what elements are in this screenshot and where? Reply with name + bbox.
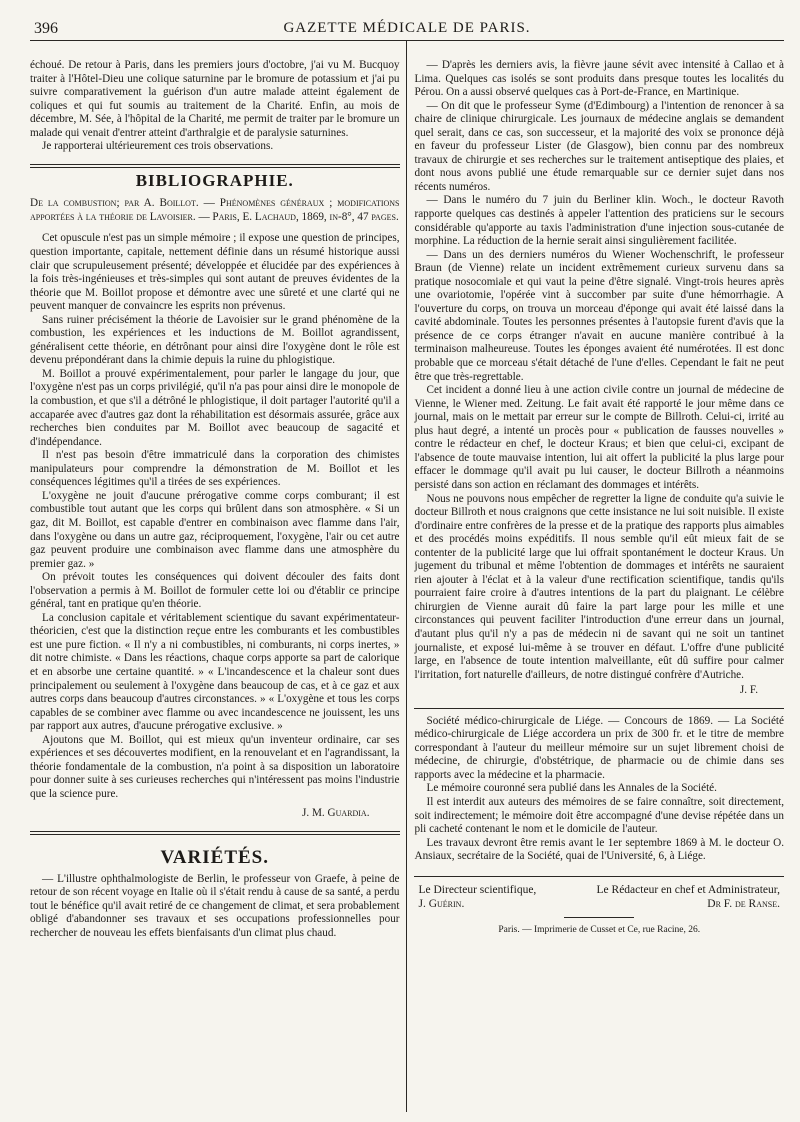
paragraph: Il est interdit aux auteurs des mémoires de se faire connaître, soit directement, soit indirectement; le mémoire doit être accompagné d'une devise répétée dans un pli cacheté contenant le nom et le domicile de l'auteur. — [414, 795, 784, 836]
editor-name: Dr F. de Ranse. — [707, 897, 780, 910]
paragraph: Cet opuscule n'est pas un simple mémoire ; il expose une question de principes, question importante, capitale, nettement définie dans un résumé historique aussi clair que scrupuleusement présenté; développée et élucidée par des expériences à la fois très-ingénieuses et très-simples qui sont autant de preuves évidentes de la théorie que M. Boillot propose et démontre avec une sûreté et une clarté qui ne peuvent manquer de convaincre les esprits non prévenus. — [30, 232, 400, 313]
section-divider — [414, 708, 784, 709]
paragraph: Je rapporterai ultérieurement ces trois observations. — [42, 140, 274, 153]
paragraph: Sans ruiner précisément la théorie de Lavoisier sur le grand phénomène de la combustion, les expériences et les inductions de M. Boillot agrandissent, généralisent cette théorie, en détrônant pour ainsi dire l'oxygène dont le rôle est devenu prépondérant dans la chimie depuis la ruine du phlogistique. — [30, 313, 400, 367]
paragraph: — On dit que le professeur Syme (d'Edimbourg) a l'intention de renoncer à sa chaire de clinique chirurgicale. Les journaux de médecine anglais se demandent quel serait, dans ce cas, son successeur, et la majorité des voix se prononce déjà en faveur du professeur Lister (de Glasgow), bien connu par des nombreux travaux de chirurgie et ses recherches sur le traitement antiseptique des plaies, et dont nous avons publié une étude remarquable sur ce dernier sujet dans nos récents numéros. — [414, 99, 784, 193]
journal-title: GAZETTE MÉDICALE DE PARIS. — [283, 20, 531, 36]
paragraph: Les travaux devront être remis avant le 1er septembre 1869 à M. le docteur O. Ansiaux, secrétaire de la Société, quai de l'Université, 6, à Liége. — [414, 836, 784, 863]
footer-rule — [564, 917, 634, 918]
paragraph: — Dans un des derniers numéros du Wiener Wochenschrift, le professeur Braun (de Vienne) relate un incident extrêmement curieux survenu dans sa pratique nosocomiale et qui vaut la peine d'être signalé. Vingt-trois heures après une ovariotomie, l'opérée vint à succomber par suite d'une hémorrhagie. A l'ouverture du corps, on trouva un morceau d'éponge qui avait été laissé dans la cavité abdominale. Toutes les personnes présentes à l'autopsie furent d'avis que la présence de ce corps étranger n'avait en aucune manière contribué à la terminaison malheureuse. Toutes les éponges avaient été numérotées. Il est donc probable que ce morceau s'était détaché de l'une d'elles. Cependant le fait ne peut être que très-regrettable. — [414, 248, 784, 383]
paragraph: — D'après les derniers avis, la fièvre jaune sévit avec intensité à Callao et à Lima. Quelques cas isolés se sont produits dans presque toutes les localités du Pérou. On a aussi observé quelques cas à Port-de-France, en Martinique. — [414, 59, 784, 99]
running-header — [30, 0, 784, 41]
book-reference: De la combustion; par A. Boillot. — Phénomènes généraux ; modifications apportées à la théorie de Lavoisier. — Paris, E. Lachaud, 1869, in-8°, 47 pages. — [30, 197, 400, 223]
paragraph: Le mémoire couronné sera publié dans les Annales de la Société. — [426, 782, 717, 795]
editor-label: Le Rédacteur en chef et Administrateur, — [596, 883, 780, 896]
author-signature: J. M. Guardia. — [302, 807, 370, 820]
paragraph: M. Boillot a prouvé expérimentalement, pour parler le langage du jour, que l'oxygène n'est pas un corps privilégié, qu'il n'a pas pour ainsi dire le monopole de la combustion, et que s'il a détrôné le phlogistique, il doit partager l'autorité qu'il a accaparée avec d'autres gaz dont la réhabilitation est désormais assurée, grâce aux recherches bien conduites par M. Boillot avec beaucoup de sagacité et d'indépendance. — [30, 367, 400, 448]
footer-labels — [414, 883, 784, 897]
section-title-varietes: VARIÉTÉS. — [160, 846, 269, 868]
section-divider — [30, 164, 400, 168]
announcement-lead: Société médico-chirurgicale de Liége. — Concours de 1869. — La Société médico-chirurgicale de Liége accordera un prix de 300 fr. et le titre de membre correspondant à l'auteur du meilleur mémoire sur un sujet librement choisi de médecine, de chirurgie, d'obstétrique, de pharmacie ou de chimie dans ses rapports avec la médecine et la pharmacie. — [414, 714, 784, 781]
paragraph: Nous ne pouvons nous empêcher de regretter la ligne de conduite qu'a suivie le docteur Billroth et nous craignons que cette insistance ne lui soit nuisible. Il existe d'ordinaire entre confrères de la presse et de la pratique des rapports plus aimables et des procédés moins expéditifs. Il nous semble qu'il eût mieux fait de se contenter de la publicité large que lui offrait spontanément le docteur Kraus. Un jugement du tribunal et même l'obtention de dommages et intérêts ne sauraient rien ajouter à l'éclat et à la valeur d'une rectification scientifique, tandis qu'ils pourraient faire croire à d'autres intentions de la part du plaignant. Le célèbre chirurgien de Vienne aurait dû faire la part large pour les mille et une circonstances qui peuvent faciliter l'introduction d'une erreur dans un journal, d'autant plus qu'il n'y a pas de médecin ni de savant qui ne soit un tantinet journaliste, et exposé lui-même à se trouver en défaut. L'offre d'une publicité large, en l'absence de toute intention malveillante, eût dû suffire pour calmer l'irritation, fort naturelle d'ailleurs, de notre distingué confrère d'Autriche. — [414, 492, 784, 681]
right-column — [406, 41, 784, 1112]
paragraph: Ajoutons que M. Boillot, qui est mieux qu'un inventeur ordinaire, car ses expériences et ses découvertes modifient, en la renouvelant et en l'agrandissant, la théorie fondamentale de la combustion, n'a point à sa disposition un laboratoire pour donner suite à ses curieuses recherches qui n'intéressent pas moins l'industrie que la science pure. — [30, 733, 400, 800]
paragraph: Cet incident a donné lieu à une action civile contre un journal de médecine de Vienne, le Wiener med. Zeitung. Le fait avait été rapporté le jour même dans ce journal, mais on le mettait par erreur sur le compte de Billroth. Celui-ci, irrité au plus haut degré, a intenté un procès pour « publication de fausses nouvelles » contre le rédacteur en chef, le docteur Kraus; et bien que celui-ci, excipant de l'absence de toute mauvaise intention, lui ait offert la publicité la plus large pour effacer le dommage qu'il avait pu lui causer, le docteur Billroth a néanmoins persisté dans son action en réclamant des dommages et intérêts. — [414, 384, 784, 491]
editorial-footer — [414, 876, 784, 938]
paragraph: Il n'est pas besoin d'être immatriculé dans la corporation des chimistes manipulateurs pour comprendre la démonstration de M. Boillot et les conséquences légitimes qu'il a tirées de ses expériences. — [30, 449, 400, 489]
paragraph: — L'illustre ophthalmologiste de Berlin, le professeur von Graefe, à peine de retour de son récent voyage en Italie où il s'était rendu à cause de sa santé, a perdu tout le bénéfice qu'il avait retiré de ce changement de climat, et sera probablement obligé d'abandonner ses travaux et ses occupations professionnelles pour rechercher de nouveau les effets bienfaisants d'un climat plus chaud. — [30, 872, 400, 939]
paragraph: On prévoit toutes les conséquences qui doivent découler des faits dont l'observation a permis à M. Boillot de formuler cette loi ou d'établir ce principe général, tant en pratique qu'en théorie. — [30, 571, 400, 611]
left-column — [30, 41, 406, 1112]
director-name: J. Guérin. — [418, 897, 465, 910]
printer-imprint: Paris. — Imprimerie de Cusset et Ce, rue Racine, 26. — [498, 924, 701, 935]
director-label: Le Directeur scientifique, — [418, 883, 537, 896]
footer-names — [414, 897, 784, 911]
section-divider — [30, 831, 400, 835]
two-column-body — [30, 41, 784, 1112]
author-signature: J. F. — [739, 684, 758, 697]
paragraph: échoué. De retour à Paris, dans les premiers jours d'octobre, j'ai vu M. Bucquoy traiter à l'Hôtel-Dieu une colique saturnine par le bromure de potassium et j'ai pu suivre comparativement la guérison d'un autre malade atteint également de coliques et qui fut soumis au traitement de la Charité. Enfin, au mois de décembre, M. Sée, à l'hôpital de la Charité, me permit de traiter par le bromure un malade qui venait d'entrer atteint d'arthralgie et de paralysie saturnines. — [30, 59, 400, 139]
paragraph: La conclusion capitale et véritablement scientique du savant expérimentateur-théoricien, c'est que la distinction reçue entre les comburants et les combustibles est une pure fiction. « Il n'y a ni combustibles, ni comburants, ni corps inertes, » dit notre chimiste. « Dans les réactions, chaque corps apporte sa part de calorique et en absorbe une certaine quantité. » « L'incandescence et la chaleur sont dues principalement ou seulement à l'oxygène dans beaucoup de cas, et à ce gaz et aux autres corps dans beaucoup d'autres circonstances. » « L'oxygène et tous les corps capables de se combiner avec flamme ou avec incandescence ne jouissent, les uns par rapport aux autres, d'aucune prérogative exclusive. » — [30, 611, 400, 733]
paragraph: — Dans le numéro du 7 juin du Berliner klin. Woch., le docteur Ravoth rapporte quelques cas destinés à appeler l'attention des praticiens sur le secours considérable qu'apporte au taxis l'administration d'une injection sous-cutanée de morphine. La réduction de la hernie serait ainsi singulièrement facilitée. — [414, 194, 784, 248]
paragraph: L'oxygène ne jouit d'aucune prérogative comme corps comburant; il est combustible tout autant que les corps qui brûlent dans son atmosphère. « Si un gaz, dit M. Boillot, est capable d'entrer en combinaison avec flamme dans l'air, dans l'oxygène ou dans un autre gaz, réciproquement, l'oxygène, l'air ou cet autre gaz peuvent produire une combinaison avec flamme dans une atmosphère du premier gaz. » — [30, 489, 400, 570]
section-title-bibliographie: BIBLIOGRAPHIE. — [135, 170, 294, 190]
page-number: 396 — [34, 20, 58, 37]
